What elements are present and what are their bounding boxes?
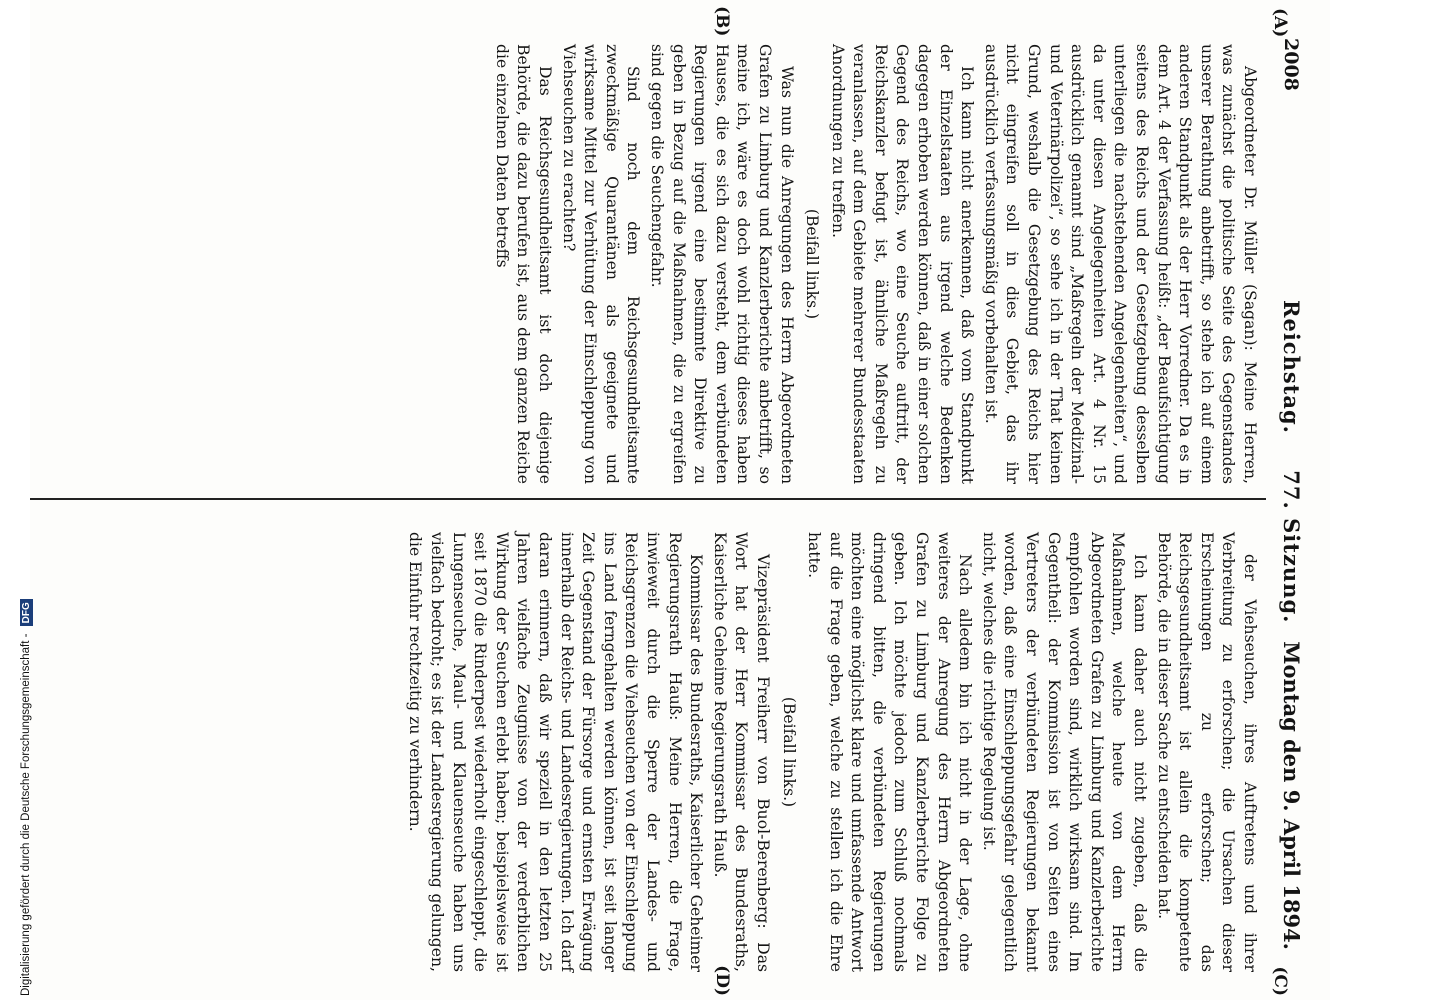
paragraph: Was nun die Anregungen des Herrn Abgeordneten Grafen zu Limburg und Kanzlerberichte anbetrifft, so meine ich, wäre es doch wohl richtig dieses haben Hauses, die es sich dazu versteht, dem verbündeten Regierungen irgend eine bestimmte Direktive zu geben in Bezug auf die Maßnahmen, die zu ergreifen sind gegen die Seuchengefahr. xyxy=(647,44,796,484)
interjection: (Beifall links.) xyxy=(779,696,798,808)
paragraph: der Viehseuchen, ihres Auftretens und ihrer Verbreitung zu erforschen; die Ursachen dieser Erscheinungen zu erforschen; das Reichsgesundheitsamt ist allein die kompetente Behörde, die in dieser Sache zu entscheiden hat. xyxy=(1154,532,1259,972)
running-title xyxy=(1279,300,1304,651)
page-number: 2008 xyxy=(1280,38,1302,91)
interjection: (Beifall links.) xyxy=(803,208,822,320)
page-header xyxy=(1258,0,1330,1000)
paragraph: Kommissar des Bundesraths, Kaiserlicher Geheimer Regierungsrath Hauß: Meine Herren, die Frage, inwieweit durch die Sperre der Landes- und Reichsgrenzen die Viehseuchen von der Einschleppung ins Land ferngehalten werden können, ist seit langer Zeit Gegenstand der Fürsorge und ernsten Erwägung innerhalb der Reichs- und Landesregierungen. Ich darf daran erinnern, daß wir speziell in den letzten 25 Jahren vielfache Zeugnisse von der verderblichen Wirkung der Seuchen erlebt haben; beispielsweise ist seit 1870 die Rinderpest wiederholt eingeschleppt, die Lungenseuche, Maul- und Klauenseuche haben uns vielfach bedroht; es ist der Landesregierung gelungen, die Einfuhr rechtzeitig zu verhindern. xyxy=(406,532,706,972)
footer-credit: Digitalisierung gefördert durch die Deutsche Forschungsgemeinschaft - xyxy=(20,633,32,996)
dfg-logo: DFG xyxy=(20,599,33,626)
paragraph: Nach alledem bin ich nicht in der Lage, ohne weiteres der Anregung des Herrn Abgeordneten Grafen zu Limburg und Kanzlerberichte Folge zu geben. Ich möchte jedoch zum Schluß nochmals dringend bitten, die verbündeten Regierungen möchten eine möglichst klare und umfassende Antwort auf die Frage geben, welche zu stellen ich die Ehre hatte. xyxy=(805,532,975,972)
publication-name: Reichstag. xyxy=(1279,300,1304,434)
paragraph: Sind noch dem Reichsgesundheitsamte zweckmäßige Quarantänen als geeignete und wirksame Mittel zur Verhütung der Einschleppung von Viehseuchen zu erachten? xyxy=(559,44,643,484)
margin-mark-d: (D) xyxy=(712,965,732,996)
paragraph: Das Reichsgesundheitsamt ist doch diejenige Behörde, die dazu berufen ist, aus dem ganzen Reiche die einzelnen Daten betreffs xyxy=(492,44,554,484)
margin-mark-a: (A) xyxy=(1270,8,1290,38)
right-column xyxy=(402,532,1260,972)
session-number: 77. Sitzung. xyxy=(1279,470,1304,624)
margin-mark-c: (C) xyxy=(1270,966,1290,996)
margin-mark-b: (B) xyxy=(712,6,732,37)
paragraph: Vizepräsident Freiherr von Buol-Berenberg: Das Wort hat der Herr Kommissar des Bundesraths, Kaiserliche Geheime Regierungsrath Hauß. xyxy=(710,532,772,972)
paragraph: Abgeordneter Dr. Müller (Sagan): Meine Herren, was zunächst die politische Seite des Gegenstandes unserer Berathung anbetrifft, so stehe ich auf einem anderen Standpunkt als der Herr Vorredner. Da es in dem Art. 4 der Verfassung heißt: „der Beaufsichtigung seitens des Reichs und der Gesetzgebung desselben unterliegen die nachstehenden Angelegenheiten“, und da unter diesen Angelegenheiten Art. 4 Nr. 15 ausdrücklich genannt sind „Maßregeln der Medizinal- und Veterinärpolizei“, so sehe ich in der That keinen Grund, weshalb die Gesetzgebung des Reichs hier nicht eingreifen soll in dies Gebiet, das ihr ausdrücklich verfassungsmäßig vorbehalten ist. xyxy=(981,44,1259,484)
paragraph: Ich kann nicht anerkennen, daß vom Standpunkt der Einzelstaaten aus irgend welche Bedenken dagegen erhoben werden können, daß in einer solchen Gegend des Reichs, wo eine Seuche auftritt, der Reichskanzler befugt ist, ähnliche Maßregeln zu veranlassen, auf dem Gebiete mehrerer Bundesstaaten Anordnungen zu treffen. xyxy=(828,44,977,484)
digitization-footer xyxy=(0,0,30,1000)
column-divider xyxy=(16,498,1266,500)
footer-text-line xyxy=(20,2,42,996)
session-date: Montag den 9. April 1894. xyxy=(1279,641,1304,950)
paragraph: Ich kann daher auch nicht zugeben, daß die Maßnahmen, welche heute von dem Herrn Abgeordneten Grafen zu Limburg und Kanzlerberichte empfohlen worden sind, wirklich wirksam sind. Im Gegentheil: der Kommission ist von Seiten eines Vertreters der verbündeten Regierungen bekannt worden, daß eine Einschleppungsgefahr gelegentlich nicht, welches die richtige Regelung ist. xyxy=(979,532,1150,972)
left-column xyxy=(488,44,1260,484)
